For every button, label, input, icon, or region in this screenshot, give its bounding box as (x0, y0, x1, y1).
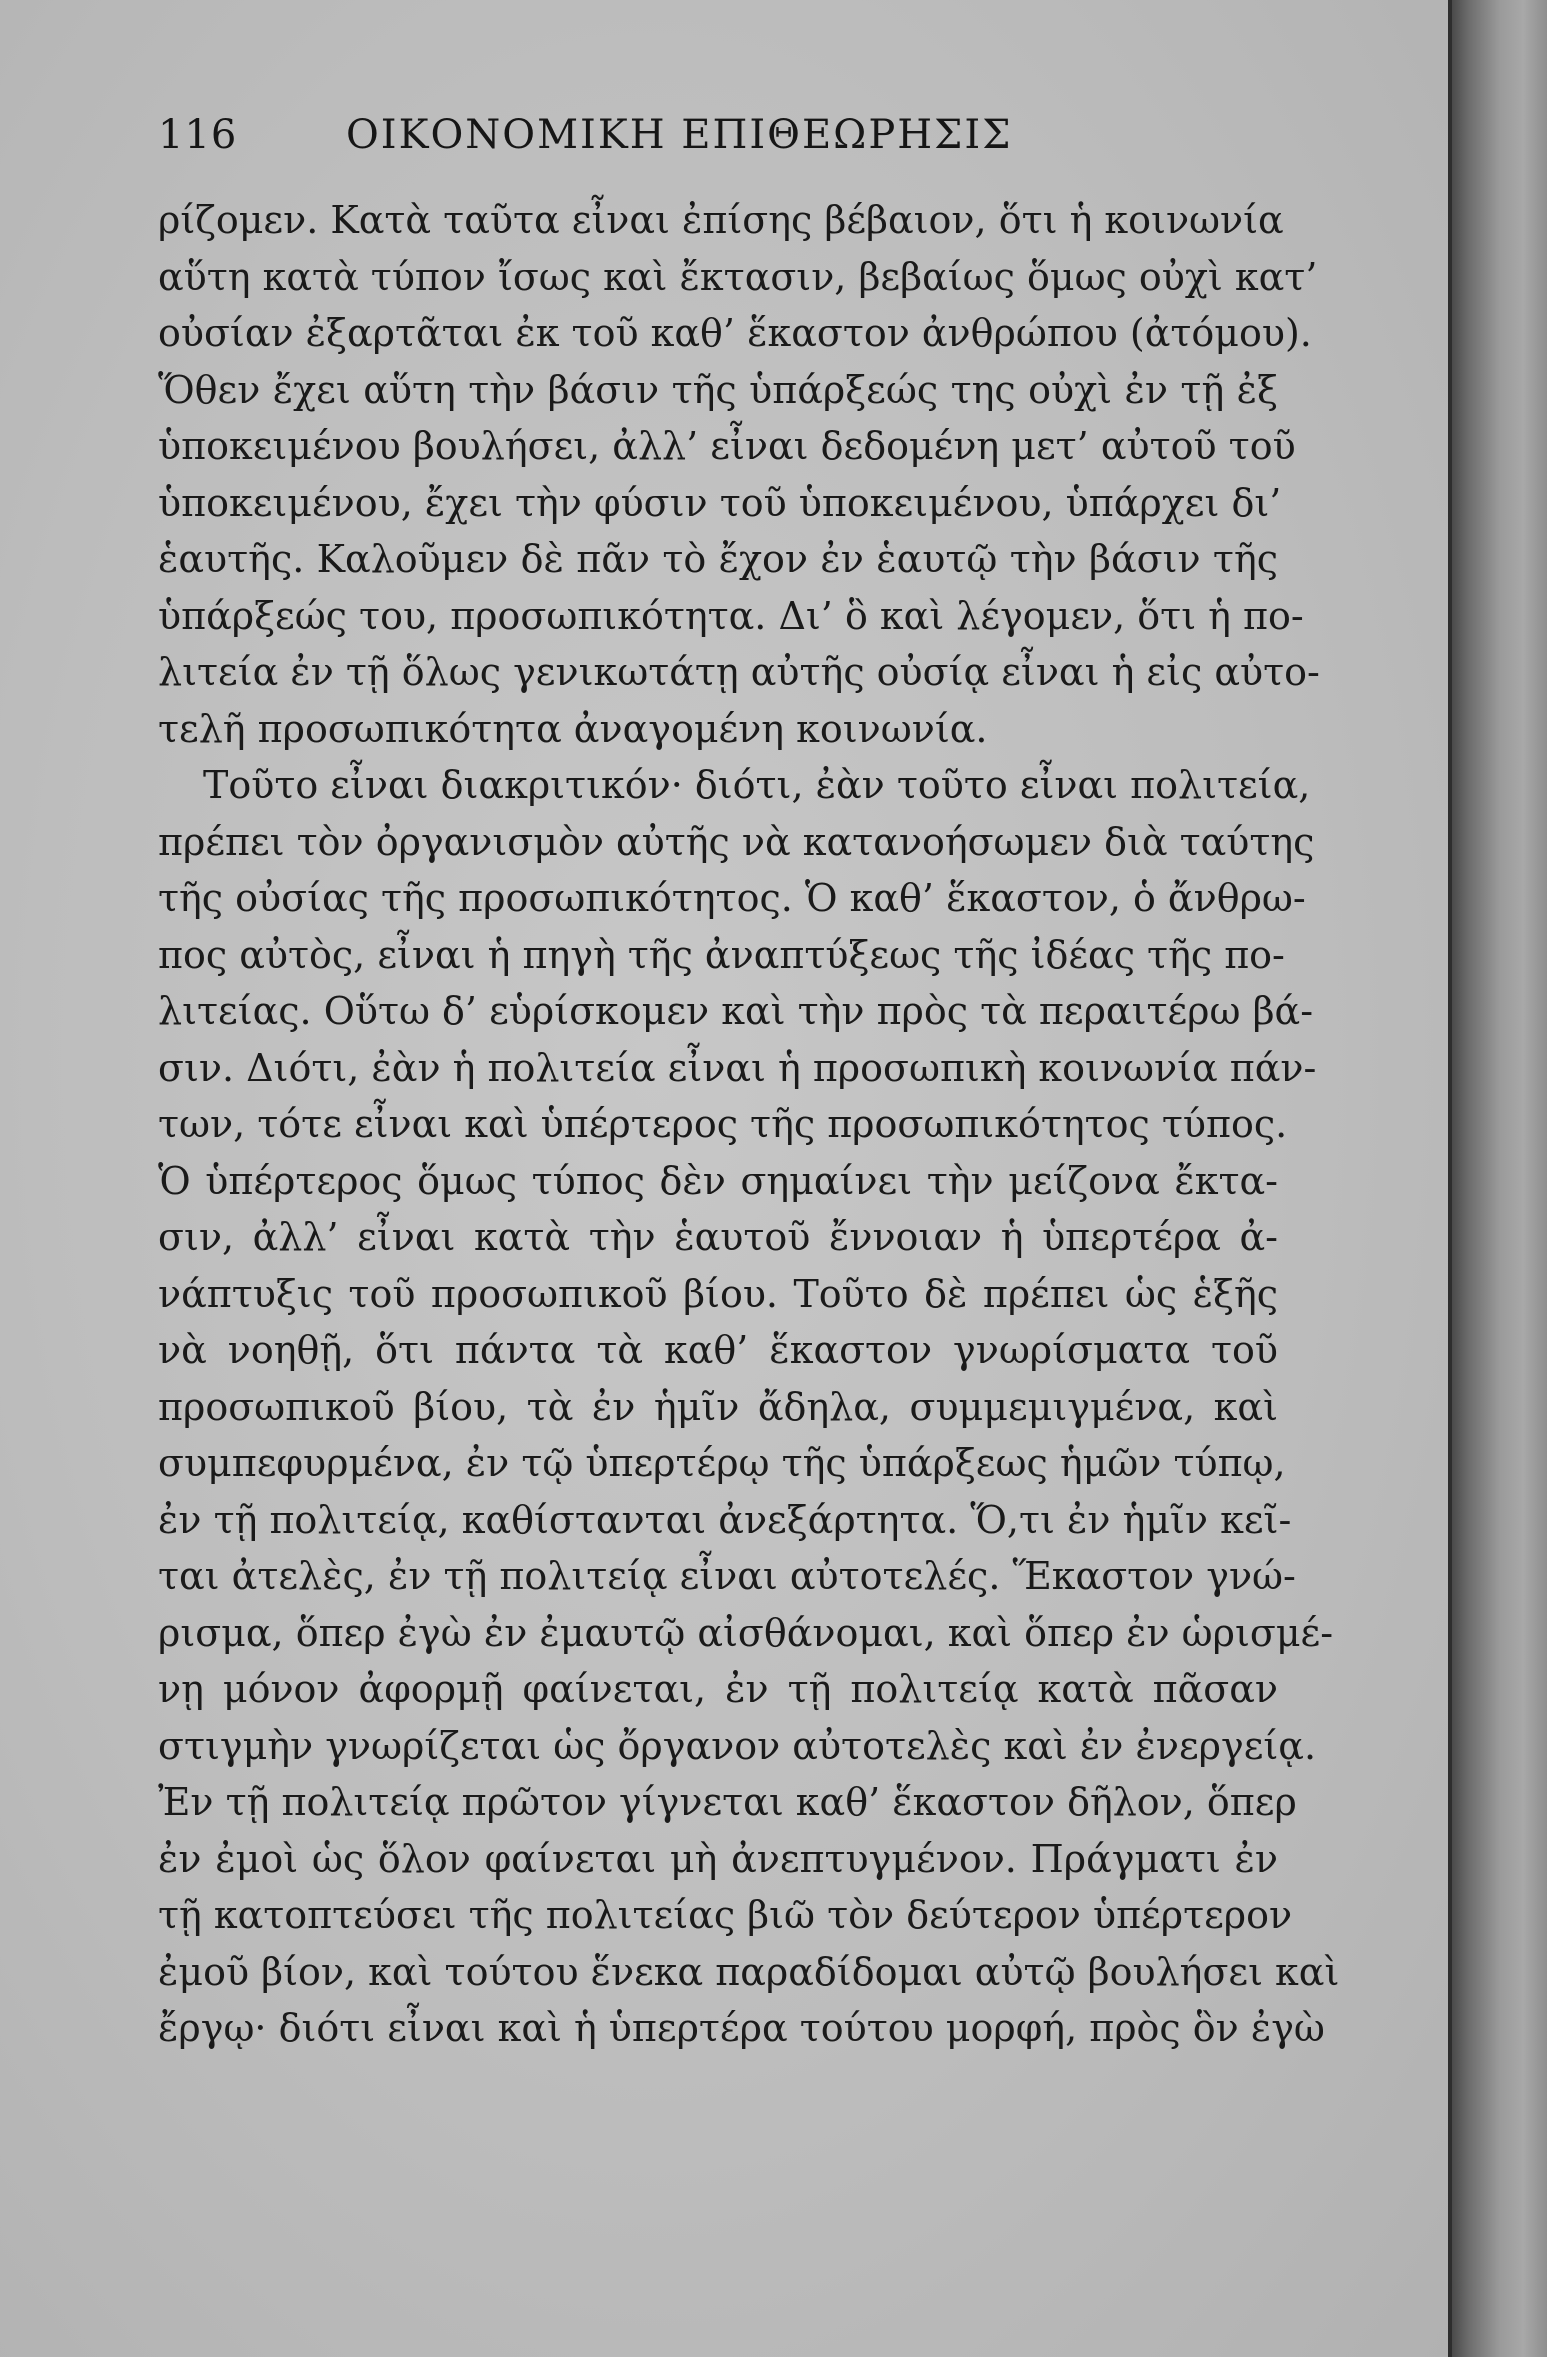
text-line: των, τότε εἶναι καὶ ὑπέρτερος τῆς προσωπικότητος τύπος. (158, 1102, 1288, 1146)
text-line: λιτεία ἐν τῇ ὅλως γενικωτάτῃ αὐτῆς οὐσίᾳ εἶναι ἡ εἰς αὐτο- (158, 650, 1320, 694)
text-line: Ὅθεν ἔχει αὕτη τὴν βάσιν τῆς ὑπάρξεώς της οὐχὶ ἐν τῇ ἐξ (158, 367, 1278, 412)
book-spine (1452, 0, 1547, 2357)
body-text (158, 192, 1340, 2057)
text-line: Ὁ ὑπέρτερος ὅμως τύπος δὲν σημαίνει τὴν μείζονα ἔκτα- (158, 1158, 1278, 1203)
text-line: λιτείας. Οὕτω δ’ εὑρίσκομεν καὶ τὴν πρὸς τὰ περαιτέρω βά- (158, 989, 1314, 1033)
text-line: σιν, ἀλλ’ εἶναι κατὰ τὴν ἑαυτοῦ ἔννοιαν ἡ ὑπερτέρα ἀ- (158, 1215, 1278, 1259)
text-line: τῇ κατοπτεύσει τῆς πολιτείας βιῶ τὸν δεύτερον ὑπέρτερον (158, 1893, 1293, 1937)
paragraph-end-line: τελῆ προσωπικότητα ἀναγομένη κοινωνία. (158, 706, 988, 751)
paragraph-start-line: Τοῦτο εἶναι διακριτικόν· διότι, ἐὰν τοῦτο εἶναι πολιτεία, (203, 763, 1311, 807)
text-line: οὐσίαν ἐξαρτᾶται ἐκ τοῦ καθ’ ἕκαστον ἀνθρώπου (ἀτόμου). (158, 311, 1312, 355)
text-line: ἐμοῦ βίον, καὶ τούτου ἕνεκα παραδίδομαι αὐτῷ βουλήσει καὶ (158, 1949, 1340, 1994)
text-line: ται ἀτελὲς, ἐν τῇ πολιτείᾳ εἶναι αὐτοτελές. Ἕκαστον γνώ- (158, 1554, 1296, 1598)
running-title: ΟΙΚΟΝΟΜΙΚΗ ΕΠΙΘΕΩΡΗΣΙΣ (346, 112, 1013, 158)
text-line: στιγμὴν γνωρίζεται ὡς ὄργανον αὐτοτελὲς καὶ ἐν ἐνεργείᾳ. (158, 1723, 1317, 1768)
text-line: ἑαυτῆς. Καλοῦμεν δὲ πᾶν τὸ ἔχον ἐν ἑαυτῷ τὴν βάσιν τῆς (158, 537, 1278, 581)
text-line: συμπεφυρμένα, ἐν τῷ ὑπερτέρῳ τῆς ὑπάρξεως ἡμῶν τύπῳ, (158, 1441, 1286, 1485)
text-line: προσωπικοῦ βίου, τὰ ἐν ἡμῖν ἄδηλα, συμμεμιγμένα, καὶ (158, 1384, 1278, 1429)
text-line: πος αὐτὸς, εἶναι ἡ πηγὴ τῆς ἀναπτύξεως τῆς ἰδέας τῆς πο- (158, 932, 1285, 977)
text-line: αὕτη κατὰ τύπον ἴσως καὶ ἔκτασιν, βεβαίως ὅμως οὐχὶ κατ’ (158, 254, 1318, 299)
text-line: ρισμα, ὅπερ ἐγὼ ἐν ἐμαυτῷ αἰσθάνομαι, καὶ ὅπερ ἐν ὡρισμέ- (158, 1610, 1334, 1655)
text-line: νὰ νοηθῇ, ὅτι πάντα τὰ καθ’ ἕκαστον γνωρίσματα τοῦ (158, 1328, 1278, 1372)
text-line: Ἐν τῇ πολιτείᾳ πρῶτον γίγνεται καθ’ ἕκαστον δῆλον, ὅπερ (158, 1780, 1297, 1824)
text-line: ἐν τῇ πολιτείᾳ, καθίστανται ἀνεξάρτητα. Ὅ,τι ἐν ἡμῖν κεῖ- (158, 1497, 1292, 1542)
page-number: 116 (158, 112, 238, 158)
text-line: πρέπει τὸν ὀργανισμὸν αὐτῆς νὰ κατανοήσωμεν διὰ ταύτης (158, 819, 1315, 864)
text-line: ὑποκειμένου, ἔχει τὴν φύσιν τοῦ ὑποκειμένου, ὑπάρχει δι’ (158, 480, 1282, 525)
page-header (158, 112, 1308, 168)
text-line: τῆς οὐσίας τῆς προσωπικότητος. Ὁ καθ’ ἕκαστον, ὁ ἄνθρω- (158, 876, 1306, 920)
text-line: νῃ μόνον ἀφορμῇ φαίνεται, ἐν τῇ πολιτείᾳ κατὰ πᾶσαν (158, 1667, 1278, 1711)
text-line: ἔργῳ· διότι εἶναι καὶ ἡ ὑπερτέρα τούτου μορφή, πρὸς ὃν ἐγὼ (158, 2006, 1325, 2050)
text-line: ὑποκειμένου βουλήσει, ἀλλ’ εἶναι δεδομένη μετ’ αὐτοῦ τοῦ (158, 424, 1296, 468)
text-line: νάπτυξις τοῦ προσωπικοῦ βίου. Τοῦτο δὲ πρέπει ὡς ἑξῆς (158, 1271, 1278, 1316)
text-line: ὑπάρξεώς του, προσωπικότητα. Δι’ ὃ καὶ λέγομεν, ὅτι ἡ πο- (158, 593, 1304, 638)
text-line: ἐν ἐμοὶ ὡς ὅλον φαίνεται μὴ ἀνεπτυγμένον. Πράγματι ἐν (158, 1836, 1278, 1881)
text-line: σιν. Διότι, ἐὰν ἡ πολιτεία εἶναι ἡ προσωπικὴ κοινωνία πάν- (158, 1045, 1317, 1090)
text-line: ρίζομεν. Κατὰ ταῦτα εἶναι ἐπίσης βέβαιον, ὅτι ἡ κοινωνία (158, 198, 1284, 242)
